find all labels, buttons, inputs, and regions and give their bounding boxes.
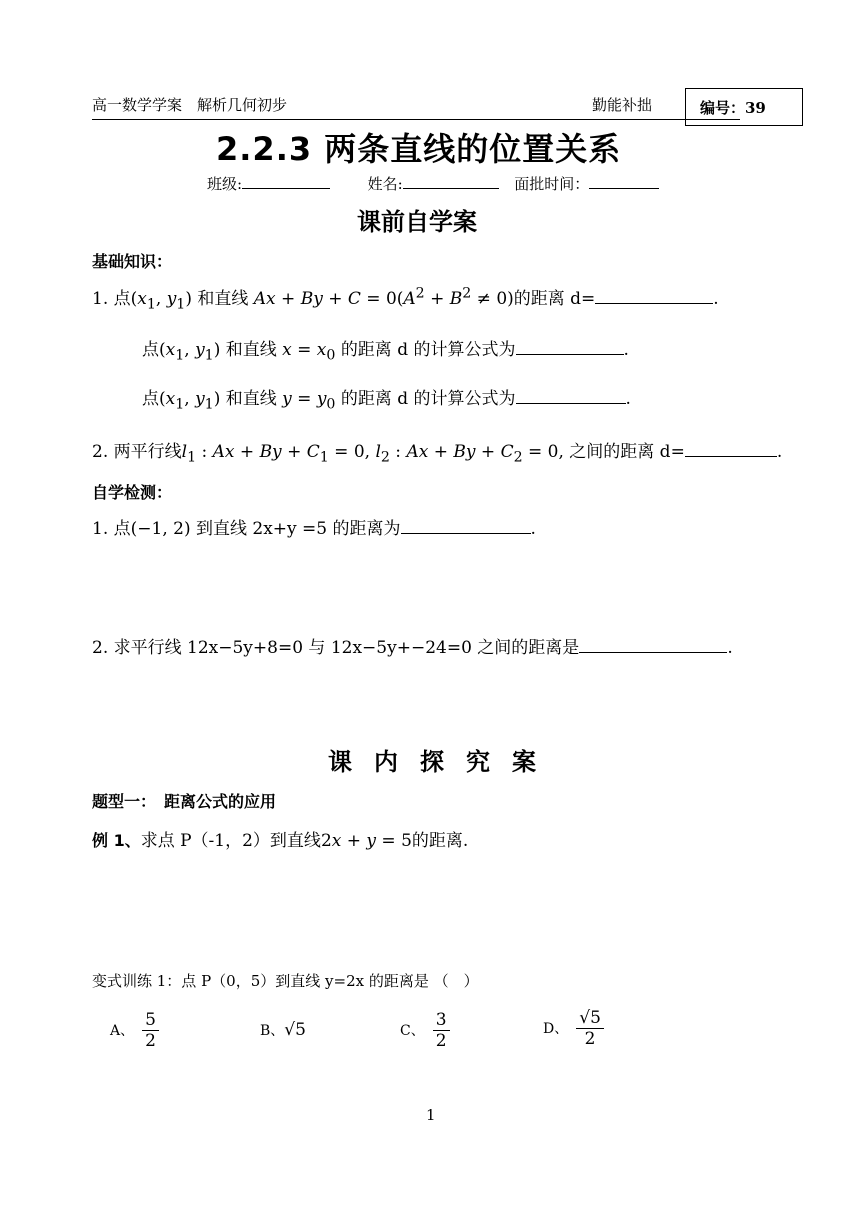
option-c-den: 2 <box>435 1031 447 1051</box>
q1c-blank <box>516 387 626 404</box>
check1-point: (−1, 2) <box>130 519 191 539</box>
info-line <box>207 172 659 194</box>
q1c-mid: 和直线 <box>225 389 277 409</box>
variant-question: 变式训练 1：点 P（0，5）到直线 y=2x 的距离是 （ ） <box>92 972 479 990</box>
option-c-label: C、 <box>400 1023 425 1039</box>
option-d-num: √5 <box>576 1008 604 1029</box>
check-q1: 1. 点(−1, 2) 到直线 2x+y =5 的距离为 . <box>92 519 536 539</box>
name-label: 姓名: <box>367 175 403 193</box>
option-b-value: √5 <box>284 1020 306 1040</box>
option-d-den: 2 <box>584 1029 596 1049</box>
document-number: 编号：39 <box>700 98 766 117</box>
example1 <box>92 826 468 851</box>
q1b-suffix: 的距离 d 的计算公式为 <box>340 340 516 360</box>
option-c-num: 3 <box>433 1010 450 1031</box>
example1-prefix: 求点 P（-1，2）到直线 <box>140 831 321 851</box>
section-heading-inclass: 课内探究案 <box>328 748 558 776</box>
q1b-blank <box>516 338 624 355</box>
option-a <box>110 1010 159 1051</box>
option-d <box>543 1008 604 1049</box>
option-b-label: B、 <box>260 1023 285 1039</box>
check1-blank <box>401 517 531 534</box>
basic-q1-line1: 1. 点($x_1$, $y_1$) 和直线 $Ax + By + C = 0(A^2 + B^2 \ne 0)$的距离 d= . <box>92 285 719 313</box>
horizontal-line-formula: $y = y_0$ <box>282 389 336 413</box>
class-label: 班级: <box>207 175 243 193</box>
section-heading-preclass: 课前自学案 <box>357 208 477 236</box>
page-number: 1 <box>426 1106 436 1124</box>
option-a-label: A、 <box>110 1023 135 1039</box>
header-rule <box>92 119 740 120</box>
header-right: 勤能补拙 <box>592 96 653 114</box>
check1-prefix: 1. 点 <box>92 519 131 539</box>
page-title: 2.2.3 两条直线的位置关系 <box>216 130 622 168</box>
q1-blank <box>595 287 713 304</box>
option-a-den: 2 <box>145 1031 156 1051</box>
basic-q1-line2: 点($x_1$, $y_1$) 和直线 $x = x_0$ 的距离 d 的计算公式为 . <box>142 340 629 364</box>
q1c-suffix: 的距离 d 的计算公式为 <box>340 389 516 409</box>
example1-label: 例 1、 <box>92 831 141 850</box>
q2-prefix: 2. 两平行线 <box>92 442 182 462</box>
point-formula-2: ($x_1$, $y_1$) <box>159 340 221 364</box>
q2-suffix: 之间的距离 d= <box>569 442 685 462</box>
q1b-mid: 和直线 <box>225 340 277 360</box>
basic-q2: 2. 两平行线$l_1$ : $Ax + By + C_1 = 0$, $l_2$ : $Ax + By + C_2 = 0$, 之间的距离 d= . <box>92 442 783 466</box>
basic-q1-line3: 点($x_1$, $y_1$) 和直线 $y = y_0$ 的距离 d 的计算公式为 . <box>142 389 631 413</box>
option-d-fraction <box>576 1008 604 1049</box>
class-blank <box>242 172 330 189</box>
document-number-box <box>685 88 803 126</box>
date-label: 面批时间： <box>514 175 590 193</box>
q1-prefix: 1. 点 <box>92 289 131 309</box>
q1c-prefix: 点 <box>142 389 159 409</box>
check2-text: 2. 求平行线 12x−5y+8=0 与 12x−5y+−24=0 之间的距离是 <box>92 638 580 658</box>
option-c <box>400 1010 450 1051</box>
vertical-line-formula: $x = x_0$ <box>282 340 336 364</box>
type1-label: 题型一： 距离公式的应用 <box>92 792 277 811</box>
q1b-prefix: 点 <box>142 340 159 360</box>
point-formula: ($x_1$, $y_1$) <box>130 289 192 313</box>
option-a-fraction <box>142 1010 159 1051</box>
basic-knowledge-label: 基础知识： <box>92 252 173 271</box>
q2-blank <box>685 440 777 457</box>
check1-suffix: 到直线 2x+y =5 的距离为 <box>195 519 401 539</box>
parallel-lines-formula: $l_1$ : $Ax + By + C_1 = 0$, $l_2$ : $Ax + By + C_2 = 0$, <box>181 442 564 466</box>
header-left: 高一数学学案 解析几何初步 <box>92 96 288 114</box>
option-a-num: 5 <box>142 1010 159 1031</box>
option-d-label: D、 <box>543 1021 569 1037</box>
line-general-formula: $Ax + By + C = 0(A^2 + B^2 \ne 0)$ <box>253 285 514 309</box>
example1-suffix: 的距离. <box>411 831 469 851</box>
option-c-fraction <box>433 1010 450 1051</box>
point-formula-3: ($x_1$, $y_1$) <box>159 389 221 413</box>
self-check-label: 自学检测： <box>92 483 173 502</box>
option-b <box>260 1020 306 1040</box>
q1-suffix: 的距离 d= <box>513 289 596 309</box>
example1-line-formula: 2x + y = 5 <box>320 831 412 851</box>
name-blank <box>403 172 499 189</box>
q1-mid: 和直线 <box>197 289 249 309</box>
check-q2: 2. 求平行线 12x−5y+8=0 与 12x−5y+−24=0 之间的距离是 . <box>92 638 733 658</box>
check2-blank <box>579 636 727 653</box>
date-blank <box>589 172 659 189</box>
